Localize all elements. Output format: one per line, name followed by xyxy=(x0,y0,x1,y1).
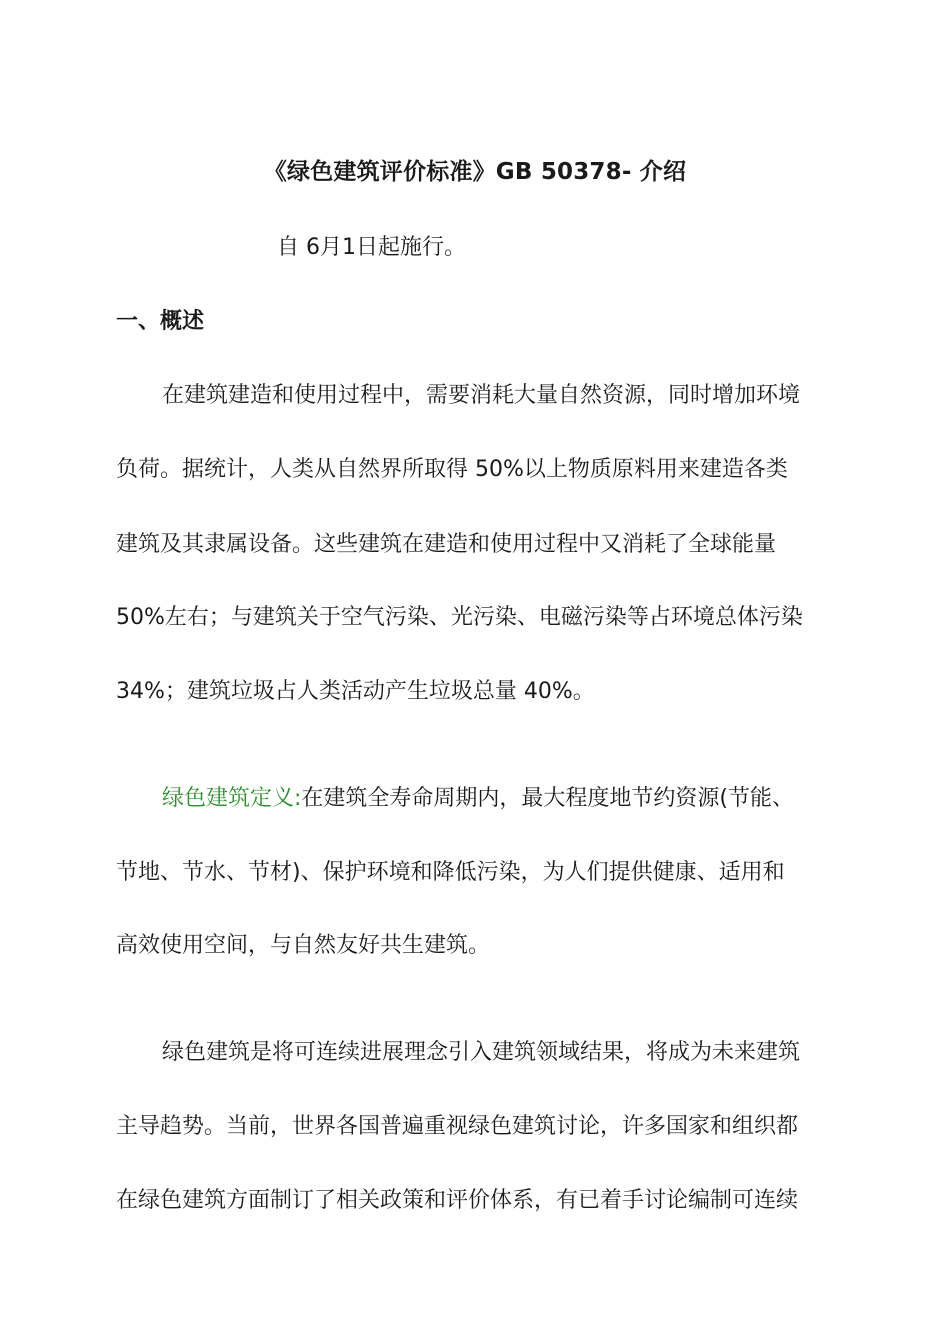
definition-term: 绿色建筑定义: xyxy=(162,786,302,811)
paragraph-line: 节地、节水、节材)、保护环境和降低污染，为人们提供健康、适用和 xyxy=(116,860,785,885)
paragraph-line: 主导趋势。当前，世界各国普遍重视绿色建筑讨论，许多国家和组织都 xyxy=(116,1114,799,1139)
definition-line xyxy=(162,781,794,817)
paragraph-line: 高效使用空间，与自然友好共生建筑。 xyxy=(116,933,491,958)
paragraph-line: 绿色建筑是将可连续进展理念引入建筑领域结果，将成为未来建筑 xyxy=(162,1040,801,1065)
paragraph-line: 34%；建筑垃圾占人类活动产生垃圾总量 40%。 xyxy=(116,679,595,704)
document-title: 《绿色建筑评价标准》GB 50378- 介绍 xyxy=(263,159,687,185)
paragraph-line: 负荷。据统计，人类从自然界所取得 50%以上物质原料用来建造各类 xyxy=(116,457,788,482)
paragraph-line: 建筑及其隶属设备。这些建筑在建造和使用过程中又消耗了全球能量 xyxy=(116,532,777,557)
definition-text: 在建筑全寿命周期内，最大程度地节约资源(节能、 xyxy=(301,786,795,811)
effective-date-note: 自 6月1日起施行。 xyxy=(277,235,466,260)
paragraph-line: 在建筑建造和使用过程中，需要消耗大量自然资源，同时增加环境 xyxy=(162,383,801,408)
paragraph-line: 在绿色建筑方面制订了相关政策和评价体系，有已着手讨论编制可连续 xyxy=(116,1188,799,1213)
paragraph-line: 50%左右；与建筑关于空气污染、光污染、电磁污染等占环境总体污染 xyxy=(116,605,803,630)
section-heading-overview: 一、概述 xyxy=(116,309,205,334)
